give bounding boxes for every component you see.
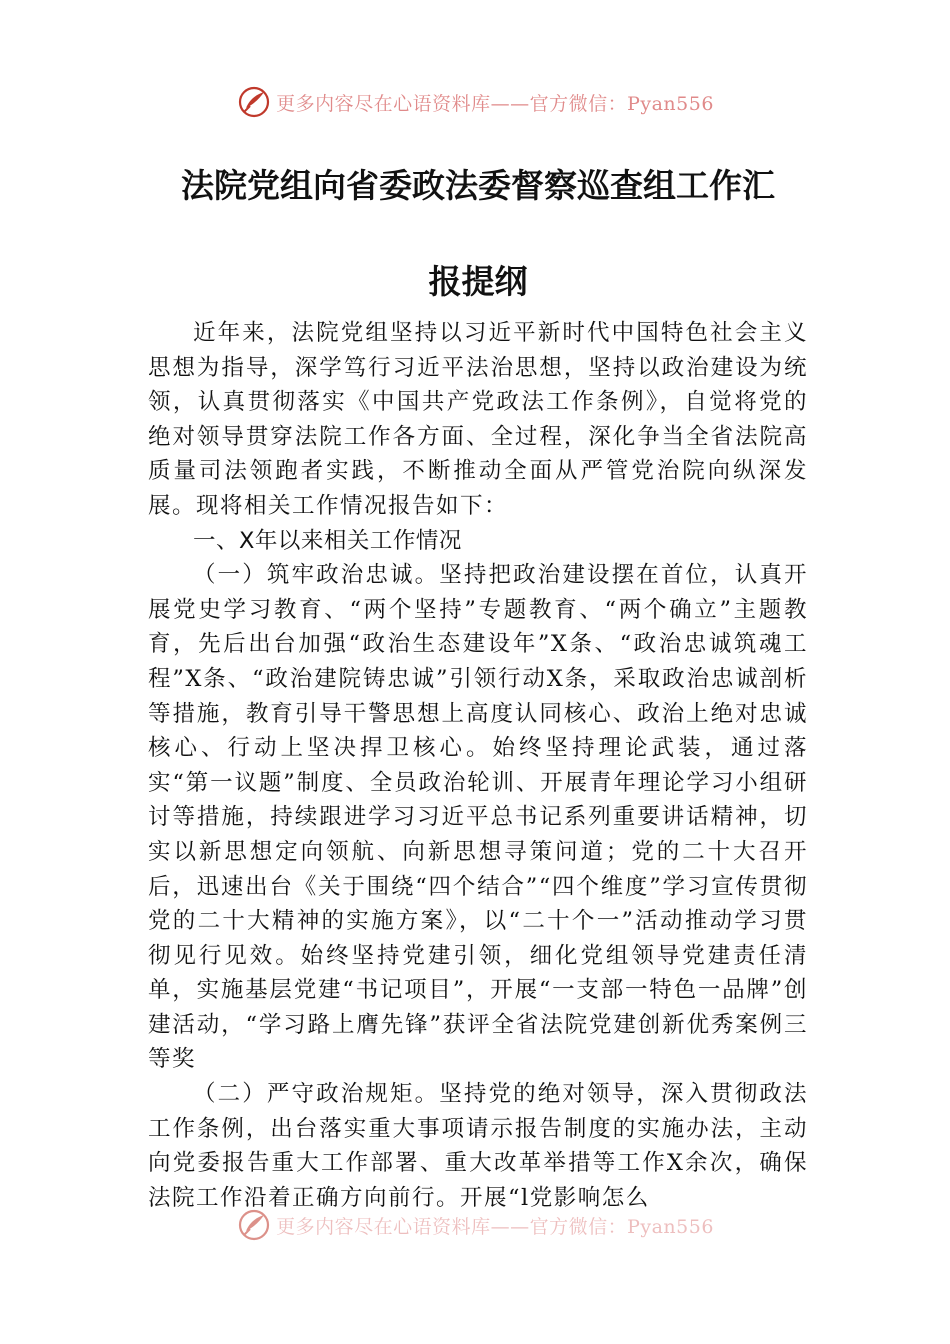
paragraph-2-heading: （二）严守政治规矩。 xyxy=(193,1081,440,1108)
paragraph-1-body: 坚持把政治建设摆在首位，认真开展党史学习教育、“两个坚持”专题教育、“两个确立”主题教育，先后出台加强“政治生态建设年”X条、“政治忠诚筑魂工程”X条、“政治建院铸忠诚”引领行动X条，采取政治忠诚剖析等措施，教育引导干警思想上高度认同核心、政治上绝对忠诚核心、行动上坚决捍卫核心。始终坚持理论武装，通过落实“第一议题”制度、全员政治轮训、开展青年理论学习小组研讨等措施，持续跟进学习习近平总书记系列重要讲话精神，切实以新思想定向领航、向新思想寻策问道；党的二十大召开后，迅速出台《关于围绕“四个结合”“四个维度”学习宣传贯彻党的二十大精神的实施方案》，以“二十个一”活动推动学习贯彻见行见效。始终坚持党建引领，细化党组领导党建责任清单，实施基层党建“书记项目”，开展“一支部一特色一品牌”创建活动，“学习路上膺先锋”获评全省法院党建创新优秀案例三等奖 xyxy=(148,562,808,1073)
paragraph-1-heading: （一）筑牢政治忠诚。 xyxy=(193,562,440,589)
paragraph-2-body: 坚持党的绝对领导，深入贯彻政法工作条例，出台落实重大事项请示报告制度的实施办法，主动向党委报告重大工作部署、重大改革举措等工作X余次，确保法院工作沿着正确方向前行。开展“l党影响怎么 xyxy=(148,1081,808,1211)
watermark-header xyxy=(0,82,950,122)
document-title-line2: 报提纲 xyxy=(428,262,528,301)
pen-logo-icon xyxy=(236,84,272,120)
paragraph-2 xyxy=(148,1077,808,1215)
pen-logo-icon xyxy=(236,1207,272,1243)
paragraph-1 xyxy=(148,558,808,1077)
watermark-footer xyxy=(0,1205,950,1245)
document-title-line1: 法院党组向省委政法委督察巡查组工作汇 xyxy=(181,166,775,205)
document-body xyxy=(148,316,808,1215)
watermark-text: 更多内容尽在心语资料库——官方微信：Pyan556 xyxy=(276,92,714,115)
intro-paragraph: 近年来，法院党组坚持以习近平新时代中国特色社会主义思想为指导，深学笃行习近平法治思想，坚持以政治建设为统领，认真贯彻落实《中国共产党政法工作条例》，自觉将党的绝对领导贯穿法院工作各方面、全过程，深化争当全省法院高质量司法领跑者实践，不断推动全面从严管党治院向纵深发展。现将相关工作情况报告如下： xyxy=(148,320,808,519)
section-heading-1: 一、X年以来相关工作情况 xyxy=(193,527,462,554)
watermark-text: 更多内容尽在心语资料库——官方微信：Pyan556 xyxy=(276,1215,714,1238)
